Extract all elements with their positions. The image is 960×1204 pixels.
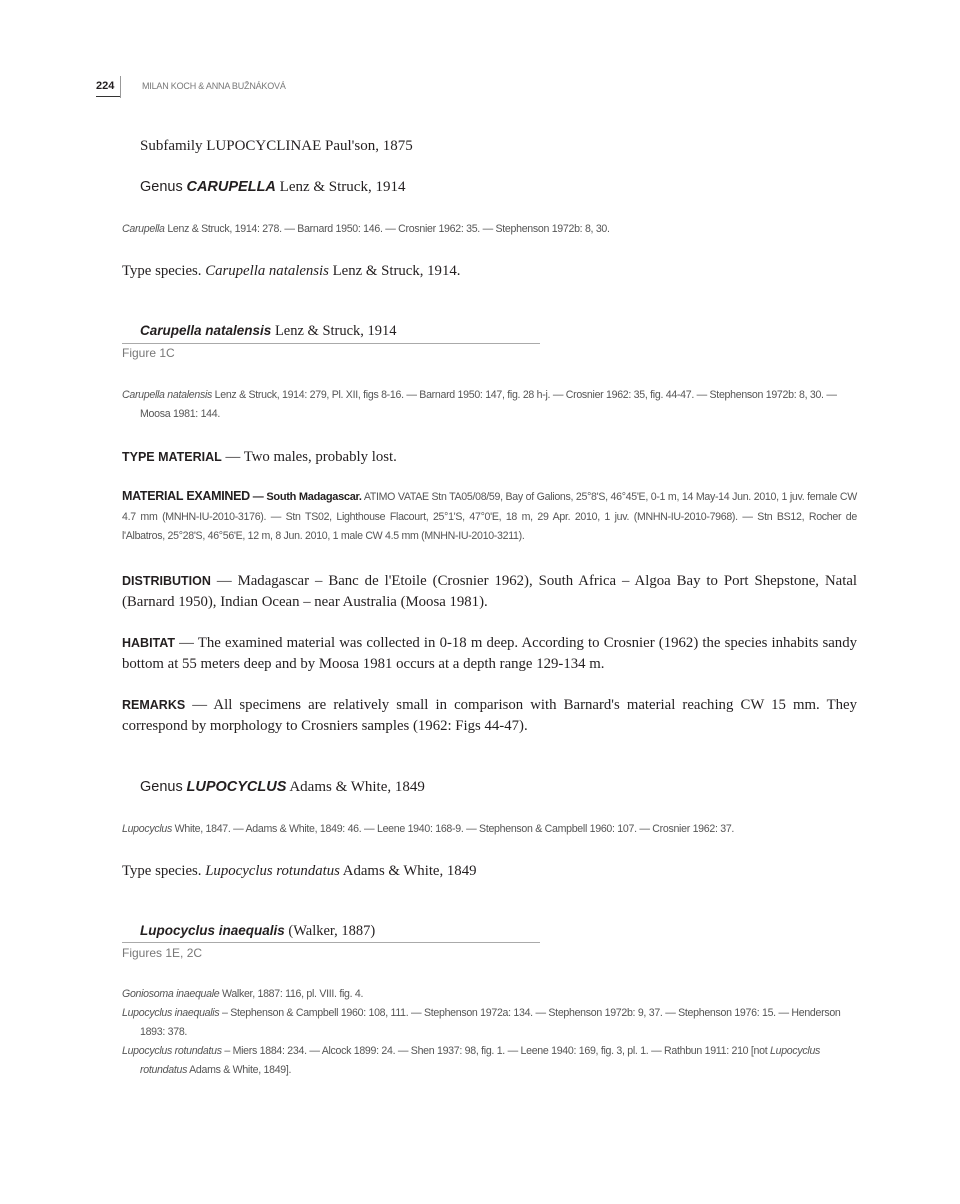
type-species-author: Adams & White, 1849 (342, 863, 477, 879)
synonymy-entry (122, 1042, 857, 1080)
citation-text: White, 1847. — Adams & White, 1849: 46. — Leene 1940: 168-9. — Stephenson & Campbell 1960: 107. — Crosnier 1962: 37. (174, 823, 735, 835)
species-name: Lupocyclus inaequalis (140, 923, 285, 938)
type-material-paragraph (122, 447, 857, 468)
section-text: — Two males, probably lost. (221, 449, 397, 465)
citation-taxon: Carupella (122, 223, 165, 235)
running-header-authors: MILAN KOCH & ANNA BUŽNÁKOVÁ (142, 81, 286, 91)
species-author: Lenz & Struck, 1914 (274, 323, 397, 339)
remarks-paragraph (122, 695, 857, 737)
citation-taxon: Goniosoma inaequale (122, 988, 220, 1000)
type-species-label: Type species. (122, 863, 202, 879)
section-label: DISTRIBUTION (122, 574, 211, 588)
citation-text: Lenz & Struck, 1914: 278. — Barnard 1950: 146. — Crosnier 1962: 35. — Stephenson 1972b: 8, 30. (167, 223, 610, 235)
citation-text: Walker, 1887: 116, pl. VIII. fig. 4. (219, 988, 364, 1000)
section-label: REMARKS (122, 698, 186, 712)
citation-taxon: Lupocyclus rotundatus (140, 1045, 821, 1076)
species-heading-rule (122, 343, 540, 344)
genus-name: CARUPELLA (186, 179, 276, 195)
genus-lupocyclus-type-species (122, 861, 857, 882)
type-species-label: Type species. (122, 263, 202, 279)
genus-carupella-heading (140, 179, 405, 196)
section-label: HABITAT (122, 636, 175, 650)
citation-taxon: Lupocyclus (122, 823, 172, 835)
citation-taxon: Lupocyclus inaequalis (122, 1007, 220, 1019)
citation-taxon: Carupella natalensis (122, 389, 212, 401)
citation-text: – Miers 1884: 234. — Alcock 1899: 24. — Shen 1937: 98, fig. 1. — Leene 1940: 169, fig. 3, pl. 1. — Rathbun 1911: 210 [not (221, 1045, 771, 1057)
species-carupella-synonymy (122, 386, 857, 424)
figure-reference: Figures 1E, 2C (122, 946, 203, 960)
citation-text: – Stephenson & Campbell 1960: 108, 111. — Stephenson 1972a: 134. — Stephenson 1972b: 9, 37. — Stephenson 1976: 15. — Henderson 1893: 378. (140, 1007, 841, 1038)
species-name: Carupella natalensis (140, 323, 272, 338)
species-lupocyclus-synonymy (122, 985, 857, 1080)
species-lupocyclus-inaequalis-heading (140, 923, 375, 940)
genus-carupella-synonymy (122, 220, 857, 239)
genus-carupella-type-species (122, 261, 857, 282)
synonymy-entry (122, 985, 857, 1004)
synonymy-entry (122, 1004, 857, 1042)
citation-taxon: Lupocyclus rotundatus (122, 1045, 222, 1057)
genus-author: Adams & White, 1849 (289, 779, 425, 795)
section-text: — All specimens are relatively small in comparison with Barnard's material reaching CW 15 mm. They correspond by morphology to Crosniers samples (1962: Figs 44-47). (122, 697, 857, 734)
section-text: ATIMO VATAE Stn TA05/08/59, Bay of Galions, 25°8'S, 46°45'E, 0-1 m, 14 May-14 Jun. 2010, 1 juv. female CW 4.7 mm (MNHN-IU-2010-3176). — Stn TS02, Lighthouse Flacourt, 25°1'S, 47°0'E, 18 m, 29 Apr. 2010, 1 juv. (MNHN-IU-2010-7968). — Stn BS12, Rocher de l'Albatros, 25°28'S, 46°56'E, 12 m, 8 Jun. 2010, 1 male CW 4.5 mm (MNHN-IU-2010-3211). (122, 491, 857, 542)
species-carupella-natalensis-heading (140, 323, 397, 340)
citation-text: Lenz & Struck, 1914: 279, Pl. XII, figs 8-16. — Barnard 1950: 147, fig. 28 h-j. — Crosnier 1962: 35, fig. 44-47. — Stephenson 1972b: 8, 30. — Moosa 1981: 144. (140, 389, 837, 420)
page-number: 224 (96, 80, 115, 92)
genus-label: Genus (140, 779, 183, 795)
figure-reference: Figure 1C (122, 346, 175, 360)
section-text: — Madagascar – Banc de l'Etoile (Crosnier 1962), South Africa – Algoa Bay to Port Shepstone, Natal (Barnard 1950), Indian Ocean – near Australia (Moosa 1981). (122, 573, 857, 610)
section-label: TYPE MATERIAL (122, 450, 222, 464)
species-author: (Walker, 1887) (288, 923, 376, 939)
habitat-paragraph (122, 633, 857, 675)
header-underline (96, 96, 120, 97)
citation-text: Adams & White, 1849]. (187, 1064, 292, 1076)
section-text: — The examined material was collected in 0-18 m deep. According to Crosnier (1962) the species inhabits sandy bottom at 55 meters deep and by Moosa 1981 occurs at a depth range 129-134 m. (122, 635, 857, 672)
subfamily-heading: Subfamily LUPOCYCLINAE Paul'son, 1875 (140, 138, 413, 154)
genus-label: Genus (140, 179, 183, 195)
genus-lupocyclus-synonymy (122, 820, 857, 839)
region-label: — South Madagascar. (249, 491, 362, 503)
section-label: MATERIAL EXAMINED (122, 489, 250, 503)
genus-lupocyclus-heading (140, 779, 425, 796)
genus-author: Lenz & Struck, 1914 (279, 179, 406, 195)
type-species-name: Carupella natalensis (205, 263, 329, 279)
header-divider (120, 76, 121, 98)
type-species-name: Lupocyclus rotundatus (205, 863, 340, 879)
material-examined-paragraph (122, 487, 857, 547)
species-heading-rule (122, 942, 540, 943)
distribution-paragraph (122, 571, 857, 613)
type-species-author: Lenz & Struck, 1914. (332, 263, 461, 279)
genus-name: LUPOCYCLUS (186, 779, 287, 795)
